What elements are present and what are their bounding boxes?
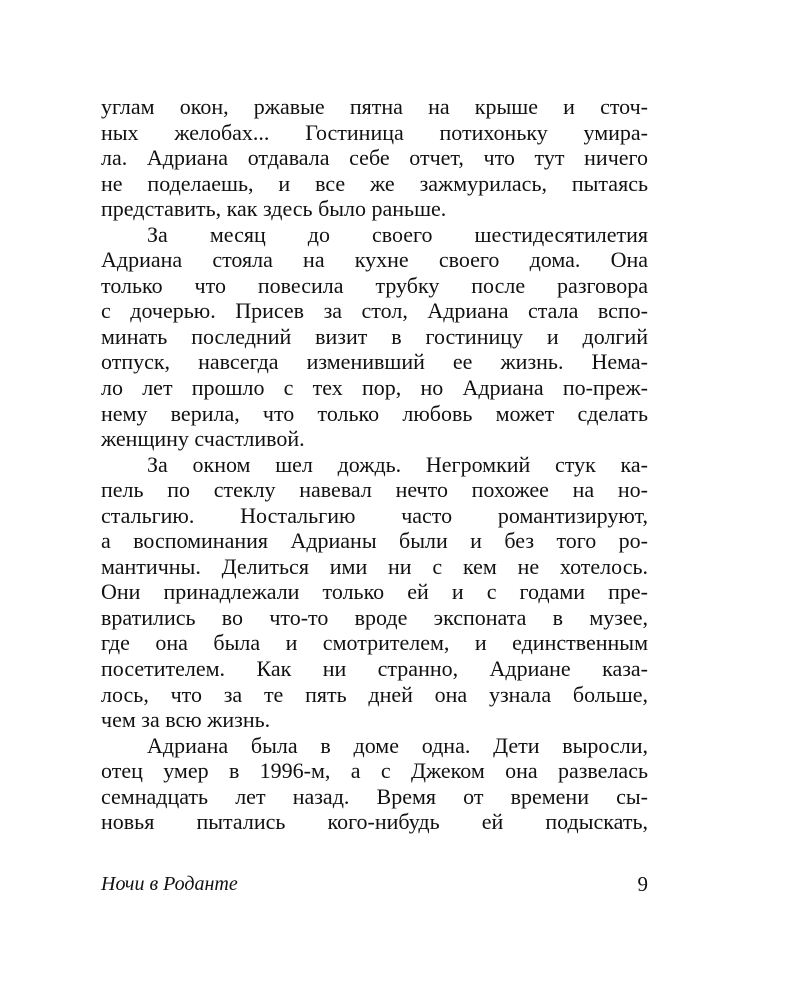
text-line: отпуск, навсегда изменивший ее жизнь. Нема-	[101, 349, 648, 375]
text-line: женщину счастливой.	[101, 426, 305, 452]
text-line: Адриана была в доме одна. Дети выросли,	[147, 732, 648, 758]
text-line: лось, что за те пять дней она узнала больше,	[101, 681, 648, 707]
text-line: ло лет прошло с тех пор, но Адриана по-преж-	[101, 375, 648, 401]
text-line: а воспоминания Адрианы были и без того ро-	[101, 528, 648, 554]
text-line: мантичны. Делиться ими ни с кем не хотелось.	[101, 553, 648, 579]
text-line: только что повесила трубку после разговора	[101, 272, 648, 298]
text-line: Адриана стояла на кухне своего дома. Она	[101, 247, 648, 273]
text-line: нему верила, что только любовь может сделать	[101, 400, 648, 426]
text-line: семнадцать лет назад. Время от времени сы-	[101, 783, 648, 809]
text-line: где она была и смотрителем, и единственным	[101, 630, 648, 656]
text-line: с дочерью. Присев за стол, Адриана стала вспо-	[101, 298, 648, 324]
text-line: стальгию. Ностальгию часто романтизируют,	[101, 502, 648, 528]
text-line: новья пытались кого-нибудь ей подыскать,	[101, 809, 648, 835]
text-line: ных желобах... Гостиница потихоньку умира-	[101, 119, 648, 145]
page-number: 9	[637, 872, 648, 896]
text-line: углам окон, ржавые пятна на крыше и сточ-	[101, 94, 648, 119]
text-line: представить, как здесь было раньше.	[101, 196, 447, 222]
text-line: За месяц до своего шестидесятилетия	[147, 221, 648, 247]
running-footer-title: Ночи в Роданте	[101, 873, 238, 895]
text-line: минать последний визит в гостиницу и долгий	[101, 323, 648, 349]
text-line: пель по стеклу навевал нечто похожее на но-	[101, 477, 648, 503]
text-line: не поделаешь, и все же зажмурилась, пытаясь	[101, 170, 648, 196]
text-line: отец умер в 1996-м, а с Джеком она развелась	[101, 758, 648, 784]
text-line: чем за всю жизнь.	[101, 707, 271, 733]
text-line: За окном шел дождь. Негромкий стук ка-	[147, 451, 648, 477]
text-line: Они принадлежали только ей и с годами пре-	[101, 579, 648, 605]
text-line: посетителем. Как ни странно, Адриане каза-	[101, 656, 648, 682]
text-line: ла. Адриана отдавала себе отчет, что тут ничего	[101, 145, 648, 171]
body-text	[101, 94, 648, 835]
text-line: вратились во что-то вроде экспоната в музее,	[101, 604, 648, 630]
